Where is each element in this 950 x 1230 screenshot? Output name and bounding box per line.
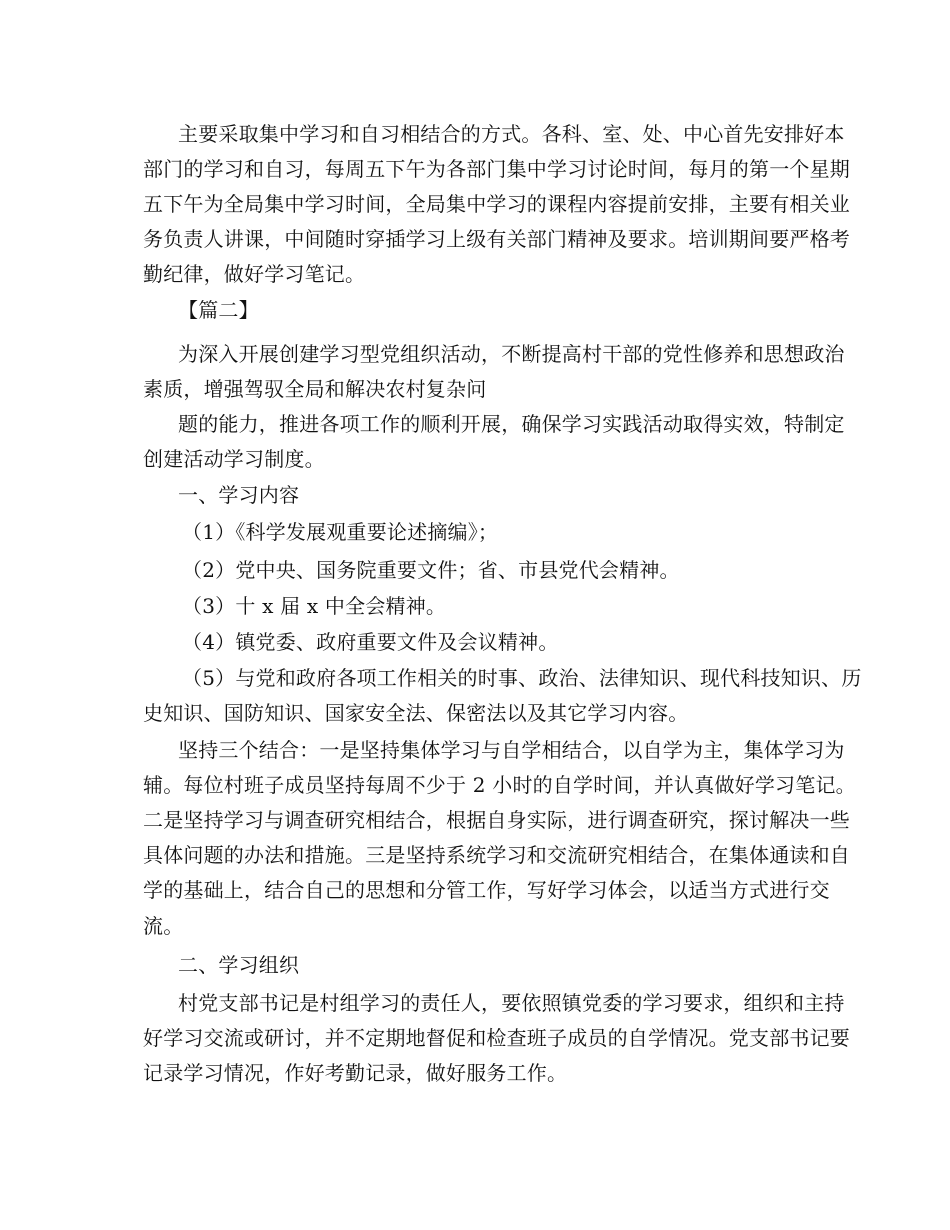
paragraph-line: 创建活动学习制度。 [143, 447, 325, 471]
paragraph-line: 村党支部书记是村组学习的责任人，要依照镇党委的学习要求，组织和主持 [178, 991, 845, 1015]
paragraph-line: 部门的学习和自习，每周五下午为各部门集中学习讨论时间，每月的第一个星期 [143, 157, 850, 181]
paragraph-line: 二是坚持学习与调查研究相结合，根据自身实际，进行调查研究，探讨解决一些 [143, 808, 850, 832]
paragraph-line: 记录学习情况，作好考勤记录，做好服务工作。 [143, 1061, 568, 1085]
paragraph-line: 坚持三个结合：一是坚持集体学习与自学相结合，以自学为主，集体学习为 [178, 738, 845, 762]
section-heading: 【篇二】 [178, 298, 259, 322]
list-item: （2）党中央、国务院重要文件；省、市县党代会精神。 [182, 558, 680, 582]
paragraph-line: 流。 [143, 914, 184, 938]
list-item-continuation: 史知识、国防知识、国家安全法、保密法以及其它学习内容。 [143, 701, 689, 725]
paragraph-line: 学的基础上，结合自己的思想和分管工作，写好学习体会，以适当方式进行交 [143, 878, 830, 902]
list-item: （3）十 x 届 x 中全会精神。 [182, 594, 447, 618]
paragraph-line: 具体问题的办法和措施。三是坚持系统学习和交流研究相结合，在集体通读和自 [143, 843, 850, 867]
paragraph-line: 素质，增强驾驭全局和解决农村复杂问 [143, 377, 487, 401]
paragraph-line: 为深入开展创建学习型党组织活动，不断提高村干部的党性修养和思想政治 [178, 342, 845, 366]
list-item: （4）镇党委、政府重要文件及会议精神。 [182, 630, 559, 654]
paragraph-line: 题的能力，推进各项工作的顺利开展，确保学习实践活动取得实效，特制定 [178, 412, 845, 436]
heading-study-organization: 二、学习组织 [178, 953, 300, 977]
paragraph-line: 勤纪律，做好学习笔记。 [143, 262, 366, 286]
paragraph-line: 务负责人讲课，中间随时穿插学习上级有关部门精神及要求。培训期间要严格考 [143, 227, 850, 251]
paragraph-line: 好学习交流或研讨，并不定期地督促和检查班子成员的自学情况。党支部书记要 [143, 1026, 850, 1050]
heading-study-content: 一、学习内容 [178, 483, 300, 507]
list-item: （5）与党和政府各项工作相关的时事、政治、法律知识、现代科技知识、历 [182, 666, 862, 690]
paragraph-line: 辅。每位村班子成员坚持每周不少于 2 小时的自学时间，并认真做好学习笔记。 [143, 773, 856, 797]
list-item: （1）《科学发展观重要论述摘编》； [182, 520, 499, 544]
paragraph-line: 主要采取集中学习和自习相结合的方式。各科、室、处、中心首先安排好本 [178, 122, 845, 146]
paragraph-line: 五下午为全局集中学习时间，全局集中学习的课程内容提前安排，主要有相关业 [143, 192, 850, 216]
